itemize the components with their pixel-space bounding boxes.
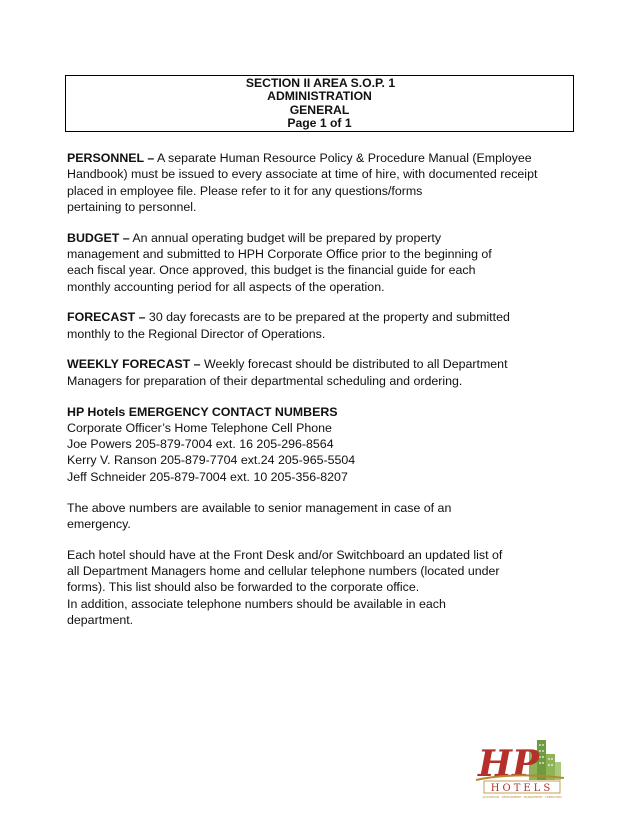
emergency-columns: Corporate Officer’s Home Telephone Cell Phone [67, 420, 332, 435]
hotel-list-text-4: In addition, associate telephone numbers should be available in each [67, 596, 446, 611]
weekly-forecast-text-1: Weekly forecast should be distributed to all Department [200, 357, 508, 372]
contact-row: Jeff Schneider 205-879-7004 ext. 10 205-356-8207 [67, 469, 348, 484]
header-section-title: SECTION II AREA S.O.P. 1 [245, 76, 396, 90]
budget-text-4: monthly accounting period for all aspects of the operation. [67, 279, 385, 294]
hotel-list-text-5: department. [67, 612, 134, 627]
header-administration: ADMINISTRATION [267, 89, 372, 104]
hp-hotels-logo [474, 736, 570, 800]
forecast-paragraph [67, 309, 587, 342]
hotel-list-paragraph [67, 547, 587, 628]
weekly-forecast-label: WEEKLY FORECAST – [67, 357, 201, 372]
logo-word: HOTELS [490, 783, 554, 794]
header-page-number: Page 1 of 1 [287, 116, 352, 131]
note-text-1: The above numbers are available to senior management in case of an [67, 500, 452, 515]
section-header-box [65, 75, 574, 132]
budget-label: BUDGET – [67, 230, 130, 245]
budget-paragraph [67, 230, 587, 295]
forecast-text-2: monthly to the Regional Director of Operations. [67, 326, 326, 341]
availability-note [67, 500, 587, 533]
forecast-label: FORECAST – [67, 310, 146, 325]
contact-row: Joe Powers 205-879-7004 ext. 16 205-296-8564 [67, 437, 334, 452]
personnel-text-4: pertaining to personnel. [67, 199, 197, 214]
note-text-2: emergency. [67, 516, 131, 531]
logo-mark: HP [478, 743, 540, 785]
forecast-text-1: 30 day forecasts are to be prepared at the property and submitted [145, 310, 510, 325]
logo-tagline: ACQUISITION · DEVELOPMENT · MANAGEMENT · CONSULTING [482, 796, 562, 799]
budget-text-3: each fiscal year. Once approved, this budget is the financial guide for each [67, 263, 476, 278]
personnel-paragraph [67, 150, 587, 215]
hotel-list-text-1: Each hotel should have at the Front Desk and/or Switchboard an updated list of [67, 547, 503, 562]
budget-text-1: An annual operating budget will be prepared by property [129, 230, 442, 245]
emergency-contacts-section [67, 404, 587, 485]
weekly-forecast-paragraph [67, 356, 587, 389]
personnel-label: PERSONNEL – [67, 151, 155, 165]
contact-row: Kerry V. Ranson 205-879-7704 ext.24 205-965-5504 [67, 453, 356, 468]
personnel-text-1: A separate Human Resource Policy & Procedure Manual (Employee [154, 151, 532, 165]
hotel-list-text-3: forms). This list should also be forwarded to the corporate office. [67, 580, 420, 595]
emergency-heading: HP Hotels EMERGENCY CONTACT NUMBERS [67, 404, 338, 419]
personnel-text-2: Handbook) must be issued to every associate at time of hire, with documented receipt [67, 167, 538, 182]
weekly-forecast-text-2: Managers for preparation of their departmental scheduling and ordering. [67, 373, 463, 388]
header-general: GENERAL [289, 102, 350, 117]
hotel-list-text-2: all Department Managers home and cellular telephone numbers (located under [67, 563, 500, 578]
document-body [67, 150, 587, 643]
personnel-text-3: placed in employee file. Please refer to it for any questions/forms [67, 183, 423, 198]
budget-text-2: management and submitted to HPH Corporate Office prior to the beginning of [67, 246, 492, 261]
